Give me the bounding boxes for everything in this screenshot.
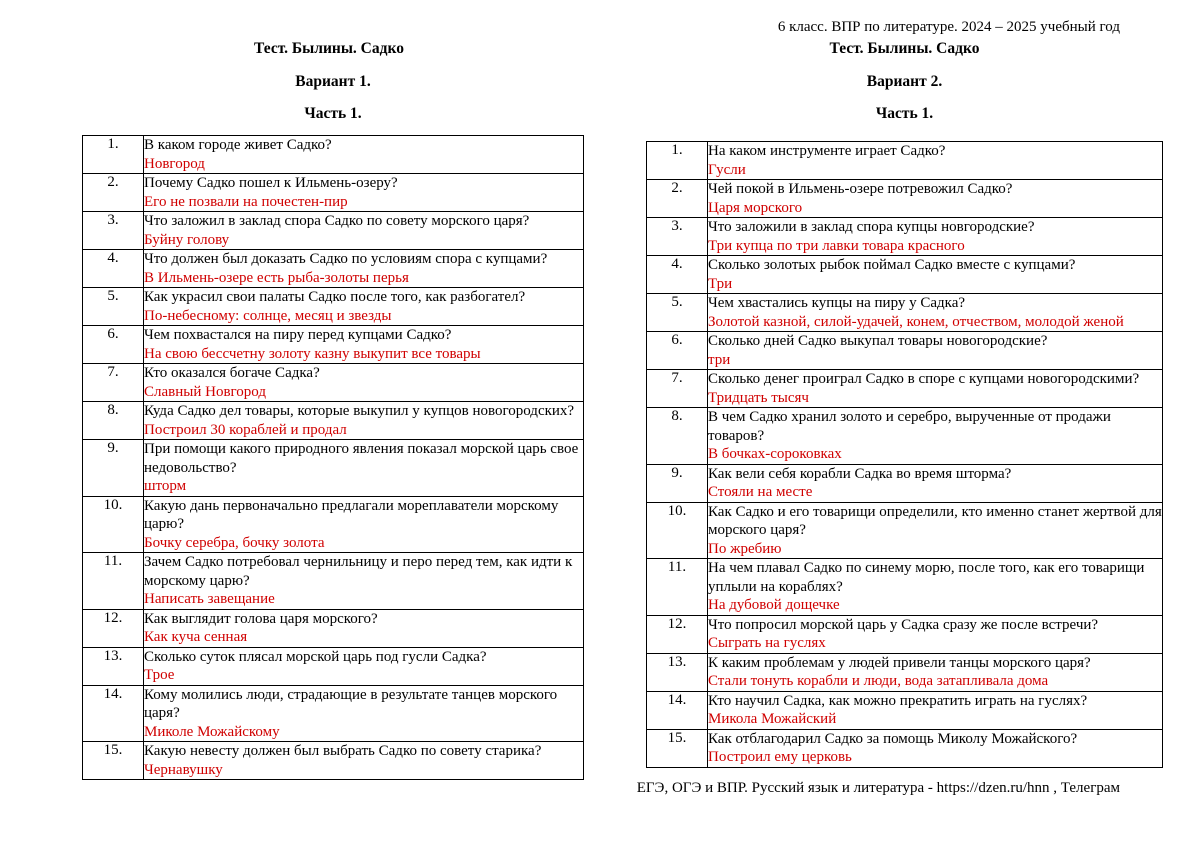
table-row — [83, 364, 584, 402]
question-text: При помощи какого природного явления показал морской царь свое недовольство? — [144, 441, 579, 476]
question-cell — [144, 440, 584, 497]
question-cell — [144, 174, 584, 212]
page-footer: ЕГЭ, ОГЭ и ВПР. Русский язык и литература - https://dzen.ru/hnn , Телеграм — [636, 780, 1120, 796]
answer-text: Построил ему церковь — [708, 749, 852, 765]
question-cell — [708, 332, 1163, 370]
question-text: Как украсил свои палаты Садко после того, как разбогател? — [144, 289, 526, 305]
question-number: 12. — [647, 615, 708, 653]
question-number: 2. — [83, 174, 144, 212]
answer-text: Миколе Можайскому — [144, 723, 280, 740]
question-text: Как Садко и его товарищи определили, кто именно станет жертвой для морского царя? — [708, 503, 1162, 538]
table-row — [647, 256, 1163, 294]
question-number: 6. — [647, 332, 708, 370]
question-text: На каком инструменте играет Садко? — [708, 143, 946, 159]
question-text: Сколько денег проиграл Садко в споре с купцами новогородскими? — [708, 371, 1140, 387]
question-cell — [144, 364, 584, 402]
test-title: Тест. Былины. Садко — [829, 40, 980, 57]
question-text: Какую невесту должен был выбрать Садко по совету старика? — [144, 743, 542, 759]
question-text: Чем похвастался на пиру перед купцами Садко? — [144, 327, 452, 343]
question-text: Сколько золотых рыбок поймал Садко вместе с купцами? — [708, 257, 1076, 273]
table-row — [647, 559, 1163, 616]
question-number: 1. — [83, 136, 144, 174]
variant-title: Вариант 2. — [866, 73, 943, 90]
question-number: 12. — [83, 609, 144, 647]
question-number: 4. — [83, 250, 144, 288]
question-number: 10. — [83, 496, 144, 553]
table-row — [83, 742, 584, 780]
question-number: 14. — [83, 685, 144, 742]
answer-text: Золотой казной, силой-удачей, конем, отчеством, молодой женой — [708, 313, 1124, 330]
question-cell — [708, 218, 1163, 256]
question-cell — [708, 180, 1163, 218]
question-text: Зачем Садко потребовал чернильницу и перо перед тем, как идти к морскому царю? — [144, 554, 573, 589]
variant-2-column — [646, 38, 1163, 768]
answer-text: Сыграть на гуслях — [708, 635, 826, 651]
question-text: На чем плавал Садко по синему морю, после того, как его товарищи уплыли на кораблях? — [708, 560, 1145, 595]
question-cell — [144, 742, 584, 780]
question-cell — [144, 212, 584, 250]
question-text: Как выглядит голова царя морского? — [144, 610, 378, 627]
table-row — [83, 136, 584, 174]
question-text: Сколько суток плясал морской царь под гусли Садка? — [144, 648, 487, 665]
question-number: 13. — [83, 647, 144, 685]
question-text: Кто научил Садка, как можно прекратить играть на гуслях? — [708, 692, 1088, 709]
answer-text: Чернавушку — [144, 761, 223, 778]
question-number: 1. — [647, 142, 708, 180]
question-number: 5. — [647, 294, 708, 332]
question-number: 8. — [647, 408, 708, 465]
question-text: Что заложили в заклад спора купцы новгородские? — [708, 219, 1035, 235]
answer-text: В бочках-сороковках — [708, 446, 842, 462]
question-cell — [144, 685, 584, 742]
table-row — [647, 294, 1163, 332]
question-number: 11. — [647, 559, 708, 616]
question-cell — [708, 502, 1163, 559]
question-number: 8. — [83, 402, 144, 440]
question-cell — [708, 653, 1163, 691]
table-row — [83, 250, 584, 288]
question-cell — [144, 647, 584, 685]
answer-text: Три — [708, 275, 733, 292]
question-text: В каком городе живет Садко? — [144, 137, 332, 153]
question-text: В чем Садко хранил золото и серебро, вырученные от продажи товаров? — [708, 409, 1111, 444]
question-text: Сколько дней Садко выкупал товары новогородские? — [708, 333, 1048, 349]
answer-text: В Ильмень-озере есть рыба-золоты перья — [144, 269, 409, 286]
answer-text: На свою бессчетну золоту казну выкупит все товары — [144, 345, 481, 362]
question-cell — [144, 250, 584, 288]
questions-table — [82, 135, 584, 780]
answer-text: По жребию — [708, 540, 782, 557]
question-cell — [144, 326, 584, 364]
question-number: 3. — [647, 218, 708, 256]
question-number: 2. — [647, 180, 708, 218]
question-text: Что заложил в заклад спора Садко по совету морского царя? — [144, 213, 530, 229]
question-text: Как вели себя корабли Садка во время шторма? — [708, 465, 1012, 482]
question-number: 3. — [83, 212, 144, 250]
table-row — [647, 691, 1163, 729]
question-cell — [708, 464, 1163, 502]
answer-text: Построил 30 кораблей и продал — [144, 421, 347, 438]
question-number: 4. — [647, 256, 708, 294]
table-row — [647, 218, 1163, 256]
answer-text: Гусли — [708, 161, 746, 178]
question-cell — [144, 136, 584, 174]
answer-text: Трое — [144, 667, 175, 683]
variant-title: Вариант 1. — [295, 73, 371, 90]
question-number: 9. — [83, 440, 144, 497]
table-row — [647, 180, 1163, 218]
question-number: 15. — [647, 729, 708, 767]
table-row — [83, 402, 584, 440]
question-cell — [144, 288, 584, 326]
question-cell — [708, 294, 1163, 332]
question-cell — [708, 691, 1163, 729]
question-number: 6. — [83, 326, 144, 364]
table-row — [647, 653, 1163, 691]
answer-text: шторм — [144, 478, 187, 494]
question-cell — [144, 402, 584, 440]
answer-text: Написать завещание — [144, 591, 275, 607]
question-number: 5. — [83, 288, 144, 326]
test-title: Тест. Былины. Садко — [254, 40, 404, 57]
question-cell — [144, 496, 584, 553]
table-row — [647, 370, 1163, 408]
question-cell — [144, 609, 584, 647]
answer-text: Стали тонуть корабли и люди, вода затапливала дома — [708, 673, 1049, 689]
table-row — [647, 332, 1163, 370]
table-row — [83, 288, 584, 326]
answer-text: Стояли на месте — [708, 484, 813, 500]
table-row — [647, 502, 1163, 559]
question-cell — [708, 559, 1163, 616]
question-number: 13. — [647, 653, 708, 691]
table-row — [83, 496, 584, 553]
questions-table — [646, 141, 1163, 768]
answer-text: Славный Новгород — [144, 383, 267, 400]
question-cell — [708, 370, 1163, 408]
question-cell — [708, 729, 1163, 767]
table-row — [647, 464, 1163, 502]
question-text: Какую дань первоначально предлагали мореплаватели морскому царю? — [144, 497, 559, 532]
question-text: Чем хвастались купцы на пиру у Садка? — [708, 295, 966, 311]
question-cell — [708, 142, 1163, 180]
question-text: Как отблагодарил Садко за помощь Миколу Можайского? — [708, 730, 1078, 747]
table-row — [83, 326, 584, 364]
question-number: 7. — [647, 370, 708, 408]
answer-text: Тридцать тысяч — [708, 389, 809, 406]
question-text: К каким проблемам у людей привели танцы морского царя? — [708, 654, 1091, 671]
question-cell — [144, 553, 584, 610]
page-header: 6 класс. ВПР по литературе. 2024 – 2025 учебный год — [777, 19, 1120, 35]
part-title: Часть 1. — [875, 105, 934, 122]
answer-text: Микола Можайский — [708, 711, 837, 727]
variant-1-column — [82, 38, 584, 780]
table-row — [83, 647, 584, 685]
part-title: Часть 1. — [304, 105, 362, 122]
question-cell — [708, 408, 1163, 465]
question-number: 9. — [647, 464, 708, 502]
question-text: Чей покой в Ильмень-озере потревожил Садко? — [708, 181, 1013, 197]
answer-text: Бочку серебра, бочку золота — [144, 534, 325, 551]
answer-text: На дубовой дощечке — [708, 597, 840, 613]
table-row — [647, 615, 1163, 653]
question-text: Кто оказался богаче Садка? — [144, 365, 320, 381]
table-row — [83, 609, 584, 647]
question-number: 15. — [83, 742, 144, 780]
table-row — [83, 440, 584, 497]
answer-text: Буйну голову — [144, 231, 230, 248]
question-number: 11. — [83, 553, 144, 610]
question-text: Почему Садко пошел к Ильмень-озеру? — [144, 175, 398, 191]
table-row — [647, 729, 1163, 767]
answer-text: три — [708, 351, 731, 368]
answer-text: По-небесному: солнце, месяц и звезды — [144, 307, 392, 324]
question-cell — [708, 615, 1163, 653]
answer-text: Три купца по три лавки товара красного — [708, 237, 965, 254]
question-text: Что должен был доказать Садко по условиям спора с купцами? — [144, 251, 548, 267]
table-row — [647, 408, 1163, 465]
question-number: 7. — [83, 364, 144, 402]
question-text: Кому молились люди, страдающие в результате танцев морского царя? — [144, 686, 558, 721]
question-text: Куда Садко дел товары, которые выкупил у купцов новогородских? — [144, 403, 575, 419]
question-text: Что попросил морской царь у Садка сразу же после встречи? — [708, 616, 1099, 633]
answer-text: Как куча сенная — [144, 629, 248, 645]
table-row — [83, 685, 584, 742]
answer-text: Царя морского — [708, 199, 803, 216]
question-number: 10. — [647, 502, 708, 559]
answer-text: Его не позвали на почестен-пир — [144, 193, 348, 210]
table-row — [83, 553, 584, 610]
table-row — [83, 174, 584, 212]
answer-text: Новгород — [144, 155, 205, 172]
question-number: 14. — [647, 691, 708, 729]
table-row — [647, 142, 1163, 180]
question-cell — [708, 256, 1163, 294]
table-row — [83, 212, 584, 250]
